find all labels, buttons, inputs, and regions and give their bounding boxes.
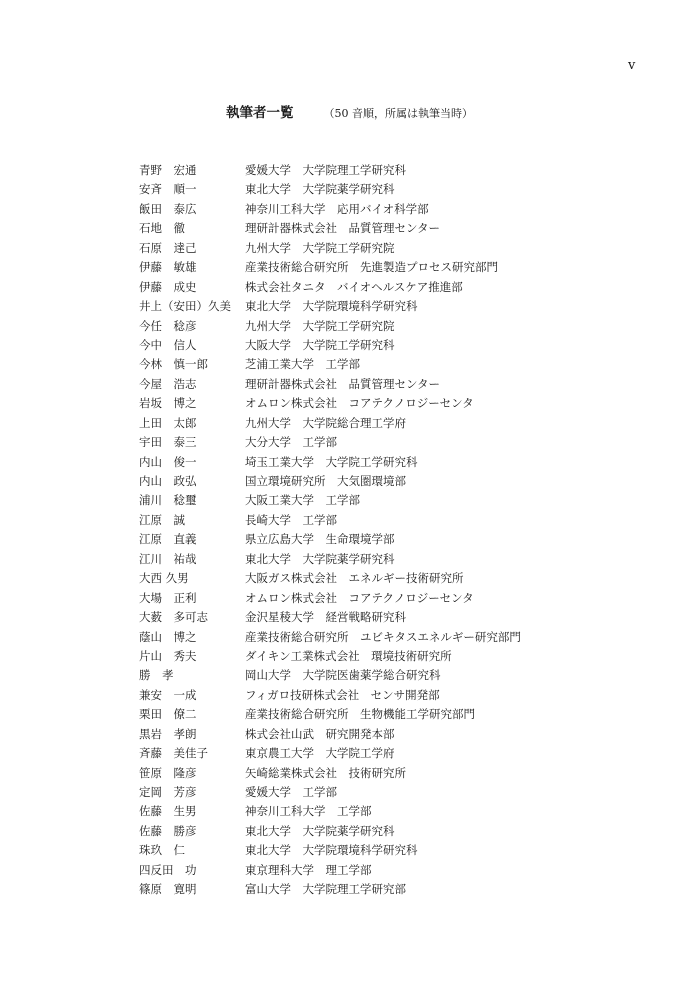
contributor-affiliation: 東北大学 大学院環境科学研究科	[245, 299, 418, 314]
contributor-row	[139, 219, 521, 238]
contributor-name: 佐藤 勝彦	[139, 823, 197, 838]
contributor-row	[139, 686, 521, 705]
contributor-row	[139, 783, 521, 802]
contributor-affiliation: 埼玉工業大学 大学院工学研究科	[245, 454, 418, 469]
contributor-row	[139, 317, 521, 336]
contributor-affiliation: 富山大学 大学院理工学研究部	[245, 882, 406, 897]
contributor-name: 笹原 隆彦	[139, 765, 197, 780]
contributor-row	[139, 433, 521, 452]
contributor-affiliation: 東京理科大学 理工学部	[245, 862, 372, 877]
contributor-affiliation: 九州大学 大学院工学研究院	[245, 318, 395, 333]
contributor-name: 江原 直義	[139, 532, 197, 547]
contributor-affiliation: 大阪大学 大学院工学研究科	[245, 337, 395, 352]
contributor-name: 伊藤 敏雄	[139, 260, 197, 275]
contributor-name: 大場 正利	[139, 590, 197, 605]
contributor-name: 安斉 順一	[139, 182, 197, 197]
contributor-name: 今屋 浩志	[139, 376, 197, 391]
contributor-row	[139, 647, 521, 666]
contributor-row	[139, 880, 521, 899]
contributor-affiliation: 東京農工大学 大学院工学府	[245, 746, 395, 761]
contributor-name: 石地 徹	[139, 221, 185, 236]
contributor-name: 兼安 一成	[139, 687, 197, 702]
contributor-row	[139, 297, 521, 316]
contributor-list	[139, 161, 521, 900]
contributor-affiliation: 大分大学 工学部	[245, 435, 337, 450]
contributor-row	[139, 180, 521, 199]
contributor-row	[139, 608, 521, 627]
contributor-row	[139, 472, 521, 491]
contributor-affiliation: 理研計器株式会社 品質管理センター	[245, 376, 441, 391]
contributor-affiliation: 理研計器株式会社 品質管理センター	[245, 221, 441, 236]
contributor-affiliation: 九州大学 大学院総合理工学府	[245, 415, 406, 430]
contributor-name: 片山 秀夫	[139, 648, 197, 663]
contributor-name: 青野 宏通	[139, 163, 197, 177]
contributor-affiliation: 神奈川工科大学 応用バイオ科学部	[245, 201, 429, 216]
contributor-name: 江原 誠	[139, 512, 185, 527]
contributor-affiliation: ダイキン工業株式会社 環境技術研究所	[245, 648, 452, 663]
contributor-name: 伊藤 成史	[139, 279, 197, 294]
contributor-name: 四反田 功	[139, 862, 197, 877]
contributor-affiliation: 県立広島大学 生命環境学部	[245, 532, 395, 547]
contributor-affiliation: 金沢星稜大学 経営戦略研究科	[245, 610, 406, 625]
contributor-row	[139, 375, 521, 394]
contributor-row	[139, 414, 521, 433]
contributor-affiliation: 長崎大学 工学部	[245, 512, 337, 527]
contributor-affiliation: 産業技術総合研究所 生物機能工学研究部門	[245, 707, 475, 722]
contributor-name: 佐藤 生男	[139, 804, 197, 819]
page-title: 執筆者一覧	[226, 105, 294, 121]
contributor-name: 斉藤 美佳子	[139, 746, 208, 761]
contributor-affiliation: 株式会社山武 研究開発本部	[245, 726, 395, 741]
contributor-row	[139, 550, 521, 569]
contributor-name: 宇田 泰三	[139, 435, 197, 450]
contributor-name: 今中 信人	[139, 337, 197, 352]
contributor-row	[139, 861, 521, 880]
title-note: （50 音順，所属は執筆当時）	[323, 107, 473, 120]
contributor-affiliation: 東北大学 大学院薬学研究科	[245, 823, 395, 838]
contributor-row	[139, 530, 521, 549]
contributor-row	[139, 589, 521, 608]
contributor-affiliation: 岡山大学 大学院医歯薬学総合研究科	[245, 668, 441, 683]
contributor-row	[139, 200, 521, 219]
contributor-row	[139, 278, 521, 297]
contributor-name: 今任 稔彦	[139, 318, 197, 333]
page-number: v	[628, 58, 636, 73]
contributor-row	[139, 628, 521, 647]
contributor-name: 蔭山 博之	[139, 629, 197, 644]
contributor-name: 内山 俊一	[139, 454, 197, 469]
contributor-affiliation: 神奈川工科大学 工学部	[245, 804, 372, 819]
contributor-affiliation: 大阪工業大学 工学部	[245, 493, 360, 508]
contributor-row	[139, 802, 521, 821]
contributor-affiliation: 芝浦工業大学 工学部	[245, 357, 360, 372]
contributor-row	[139, 491, 521, 510]
contributor-row	[139, 764, 521, 783]
contributor-affiliation: 産業技術総合研究所 先進製造プロセス研究部門	[245, 260, 498, 275]
contributor-affiliation: 産業技術総合研究所 ユビキタスエネルギー研究部門	[245, 629, 521, 644]
contributor-row	[139, 394, 521, 413]
contributor-name: 勝 孝	[139, 668, 174, 683]
contributor-name: 栗田 僚二	[139, 707, 197, 722]
contributor-name: 岩坂 博之	[139, 396, 197, 411]
contributor-row	[139, 239, 521, 258]
contributor-row	[139, 725, 521, 744]
contributor-row	[139, 355, 521, 374]
contributor-name: 上田 太郎	[139, 415, 197, 430]
contributor-name: 大薮 多可志	[139, 610, 208, 625]
contributor-affiliation: 東北大学 大学院薬学研究科	[245, 182, 395, 197]
contributor-row	[139, 705, 521, 724]
contributor-name: 大西 久男	[139, 571, 189, 586]
title-line	[0, 101, 699, 121]
contributor-name: 今林 慎一郎	[139, 357, 208, 372]
contributor-name: 内山 政弘	[139, 474, 197, 488]
contributor-affiliation: オムロン株式会社 コアテクノロジーセンタ	[245, 590, 474, 605]
contributor-row	[139, 841, 521, 860]
contributor-name: 浦川 稔璽	[139, 493, 197, 508]
contributor-affiliation: 国立環境研究所 大気圏環境部	[245, 474, 406, 488]
contributor-row	[139, 744, 521, 763]
contributor-row	[139, 666, 521, 685]
contributor-affiliation: 九州大学 大学院工学研究院	[245, 240, 395, 255]
contributor-row	[139, 336, 521, 355]
contributor-name: 飯田 泰広	[139, 201, 197, 216]
contributor-name: 珠玖 仁	[139, 843, 185, 858]
contributor-affiliation: オムロン株式会社 コアテクノロジーセンタ	[245, 396, 474, 411]
contributor-name: 黒岩 孝朗	[139, 726, 197, 741]
contributor-affiliation: フィガロ技研株式会社 センサ開発部	[245, 687, 440, 702]
contributor-affiliation: 愛媛大学 工学部	[245, 785, 337, 799]
contributor-row	[139, 258, 521, 277]
contributor-affiliation: 矢崎総業株式会社 技術研究所	[245, 765, 406, 780]
contributor-row	[139, 161, 521, 180]
contributor-name: 井上（安田）久美	[139, 299, 231, 314]
contributor-name: 江川 祐哉	[139, 551, 197, 566]
contributor-affiliation: 東北大学 大学院薬学研究科	[245, 551, 395, 566]
contributor-name: 定岡 芳彦	[139, 785, 197, 799]
contributor-affiliation: 東北大学 大学院環境科学研究科	[245, 843, 418, 858]
contributor-row	[139, 453, 521, 472]
contributor-name: 篠原 寛明	[139, 882, 197, 897]
contributor-affiliation: 大阪ガス株式会社 エネルギー技術研究所	[245, 571, 464, 586]
contributor-row	[139, 569, 521, 588]
contributor-affiliation: 愛媛大学 大学院理工学研究科	[245, 163, 406, 177]
contributor-name: 石原 達己	[139, 240, 197, 255]
contributor-affiliation: 株式会社タニタ バイオヘルスケア推進部	[245, 279, 463, 294]
contributor-row	[139, 822, 521, 841]
contributor-row	[139, 511, 521, 530]
